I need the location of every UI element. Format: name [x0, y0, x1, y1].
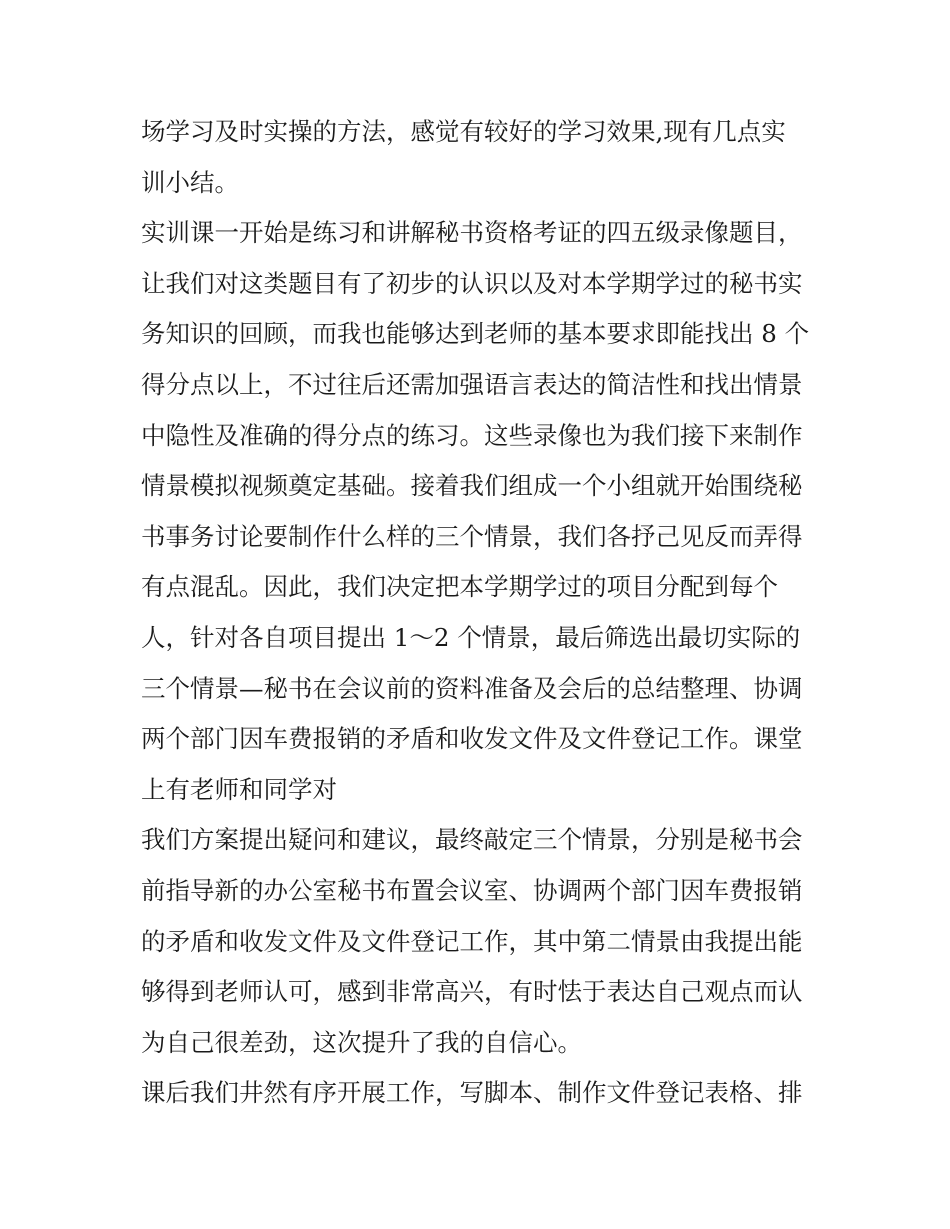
text-line: 为自己很差劲，这次提升了我的自信心。	[141, 1027, 582, 1057]
text-line: 实训课一开始是练习和讲解秘书资格考证的四五级录像题目，	[141, 218, 803, 248]
text-line: 课后我们井然有序开展工作，写脚本、制作文件登记表格、排	[141, 1078, 803, 1108]
text-line: 前指导新的办公室秘书布置会议室、协调两个部门因车费报销	[141, 875, 803, 905]
text-line: 的矛盾和收发文件及文件登记工作，其中第二情景由我提出能	[141, 926, 803, 956]
text-line: 够得到老师认可，感到非常高兴，有时怯于表达自己观点而认	[141, 977, 803, 1007]
text-line: 书事务讨论要制作什么样的三个情景，我们各抒己见反而弄得	[141, 521, 803, 551]
text-line: 务知识的回顾，而我也能够达到老师的基本要求即能找出 8 个	[141, 319, 810, 349]
text-line: 三个情景—秘书在会议前的资料准备及会后的总结整理、协调	[141, 673, 803, 703]
text-line: 有点混乱。因此，我们决定把本学期学过的项目分配到每个	[141, 572, 778, 602]
text-line: 两个部门因车费报销的矛盾和收发文件及文件登记工作。课堂	[141, 724, 803, 754]
text-line: 上有老师和同学对	[141, 774, 337, 804]
text-line: 中隐性及准确的得分点的练习。这些录像也为我们接下来制作	[141, 420, 803, 450]
document-body	[141, 107, 821, 1119]
text-line: 场学习及时实操的方法，感觉有较好的学习效果,现有几点实	[141, 117, 786, 146]
text-line: 情景模拟视频奠定基础。接着我们组成一个小组就开始围绕秘	[141, 471, 803, 501]
text-line: 人，针对各自项目提出 1～2 个情景，最后筛选出最切实际的	[141, 622, 801, 652]
text-line: 我们方案提出疑问和建议，最终敲定三个情景，分别是秘书会	[141, 825, 803, 855]
text-line: 让我们对这类题目有了初步的认识以及对本学期学过的秘书实	[141, 268, 803, 298]
text-line: 训小结。	[141, 167, 239, 197]
text-line: 得分点以上，不过往后还需加强语言表达的简洁性和找出情景	[141, 369, 803, 399]
